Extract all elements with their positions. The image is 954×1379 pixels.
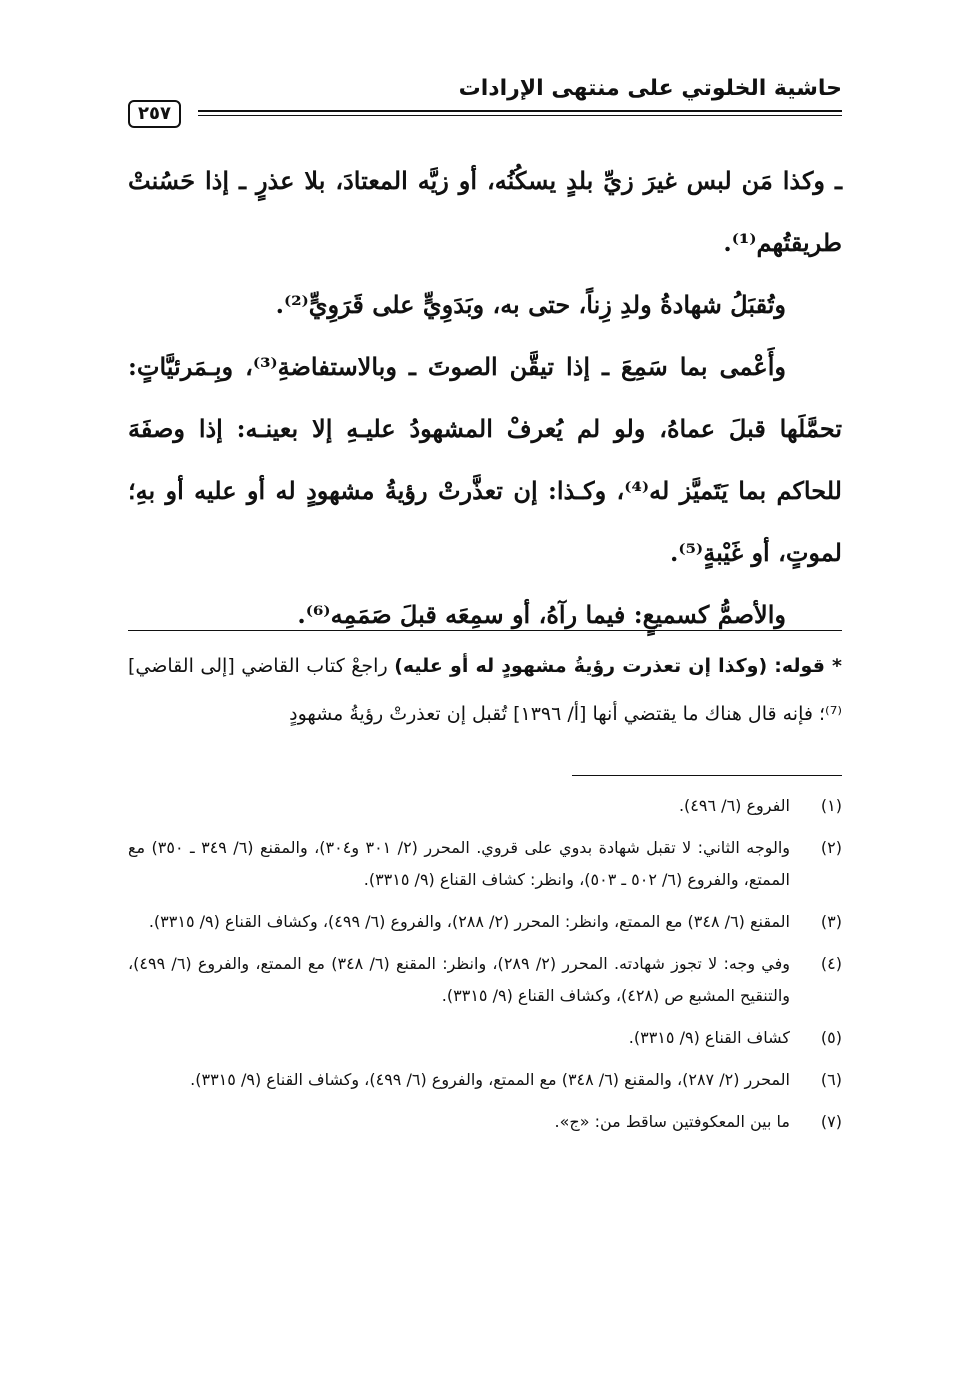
main-paragraph: ـ وكذا مَن لبس غيرَ زيِّ بلدٍ يسكُنُه، أو زيَّه المعتادَ، بلا عذرٍ ـ إذا حَسُنتْ طريقتُهم⁽¹⁾. [128,166,843,257]
footnote-text: وفي وجه: لا تجوز شهادته. المحرر (٢/ ٢٨٩)، وانظر: المقنع (٦/ ٣٤٨) مع الممتع، والفروع (٦/ ٤٩٩)، والتنقيح المشبع ص (٤٢٨)، وكشاف القناع (٩/ ٣٣١٥). [128,954,790,1005]
footnote [128,948,842,1012]
footnote-number: (٤) [820,954,842,973]
header-rule [198,110,842,116]
footnote [128,1106,842,1138]
footnote-number: (٣) [820,912,842,931]
footnote [128,1064,842,1096]
footnote-number: (٦) [820,1070,842,1089]
footnote [128,832,842,896]
commentary [128,642,842,738]
footnote [128,906,842,938]
footnote [128,1022,842,1054]
commentary-lead: * قوله: (وكذا إن تعذرت رؤيةُ مشهودٍ له أو عليه) [394,655,842,677]
footnote [128,790,842,822]
main-text-divider [128,630,842,631]
footnotes [128,790,842,1148]
footnote-number: (٧) [820,1112,842,1131]
page-header [128,72,842,130]
footnote-text: المقنع (٦/ ٣٤٨) مع الممتع، وانظر: المحرر (٢/ ٢٨٨)، والفروع (٦/ ٤٩٩)، وكشاف القناع (٩/ ٣٣١٥). [148,912,790,931]
footnote-text: المحرر (٢/ ٢٨٧)، والمقنع (٦/ ٣٤٨) مع الممتع، والفروع (٦/ ٤٩٩)، وكشاف القناع (٩/ ٣٣١٥). [190,1070,790,1089]
footnote-number: (٥) [820,1028,842,1047]
footnote-text: كشاف القناع (٩/ ٣٣١٥). [628,1028,790,1047]
footnote-number: (١) [820,796,842,815]
footnote-text: الفروع (٦/ ٤٩٦). [678,796,790,815]
book-title: حاشية الخلوتي على منتهى الإرادات [458,76,842,101]
main-paragraph: والأصمُّ كسميعٍ: فيما رآهُ، أو سمِعَه قبلَ صَمَمِه⁽⁶⁾. [297,600,786,629]
footnote-divider [572,775,842,776]
footnote-number: (٢) [820,838,842,857]
footnote-text: ما بين المعكوفتين ساقط من: «ج». [554,1112,790,1131]
main-paragraph: وتُقبَلُ شهادةُ ولدِ زِناً، حتى به، وبَدَوِيٍّ على قَرَوِيٍّ⁽²⁾. [275,290,786,319]
footnote-text: والوجه الثاني: لا تقبل شهادة بدوي على قروي. المحرر (٢/ ٣٠١ و٣٠٤)، والمقنع (٦/ ٣٤٩ ـ ٣٥٠) مع الممتع، والفروع (٦/ ٥٠٢ ـ ٥٠٣)، وانظر: كشاف القناع (٩/ ٣٣١٥). [128,838,791,889]
commentary-text: راجعْ كتاب القاضي [إلى القاضي]⁽⁷⁾؛ فإنه قال هناك ما يقتضي أنها [أ/ ١٣٩٦] تُقبل إن تعذرتْ رؤيةُ مشهودٍ [128,655,842,725]
main-paragraph: وأَعْمى بما سَمِعَ ـ إذا تيقَّن الصوتَ ـ وبالاستفاضةِ⁽³⁾، وبِـمَرئيَّاتٍ: تحمَّلَها قبلَ عماهُ، ولو لم يُعرفْ المشهودُ عليـهِ إلا بعينـه: إذا وصفَهَ للحاكم بما يَتَميَّز له⁽⁴⁾، وكـذا: إن تعذَّرتْ رؤيةُ مشهودٍ له أو عليه أو بهِ؛ لموتٍ، أو غَيْبةٍ⁽⁵⁾. [128,352,842,567]
commentary-paragraph [128,642,842,738]
main-text [128,150,842,646]
page-number: ٢٥٧ [128,100,181,128]
